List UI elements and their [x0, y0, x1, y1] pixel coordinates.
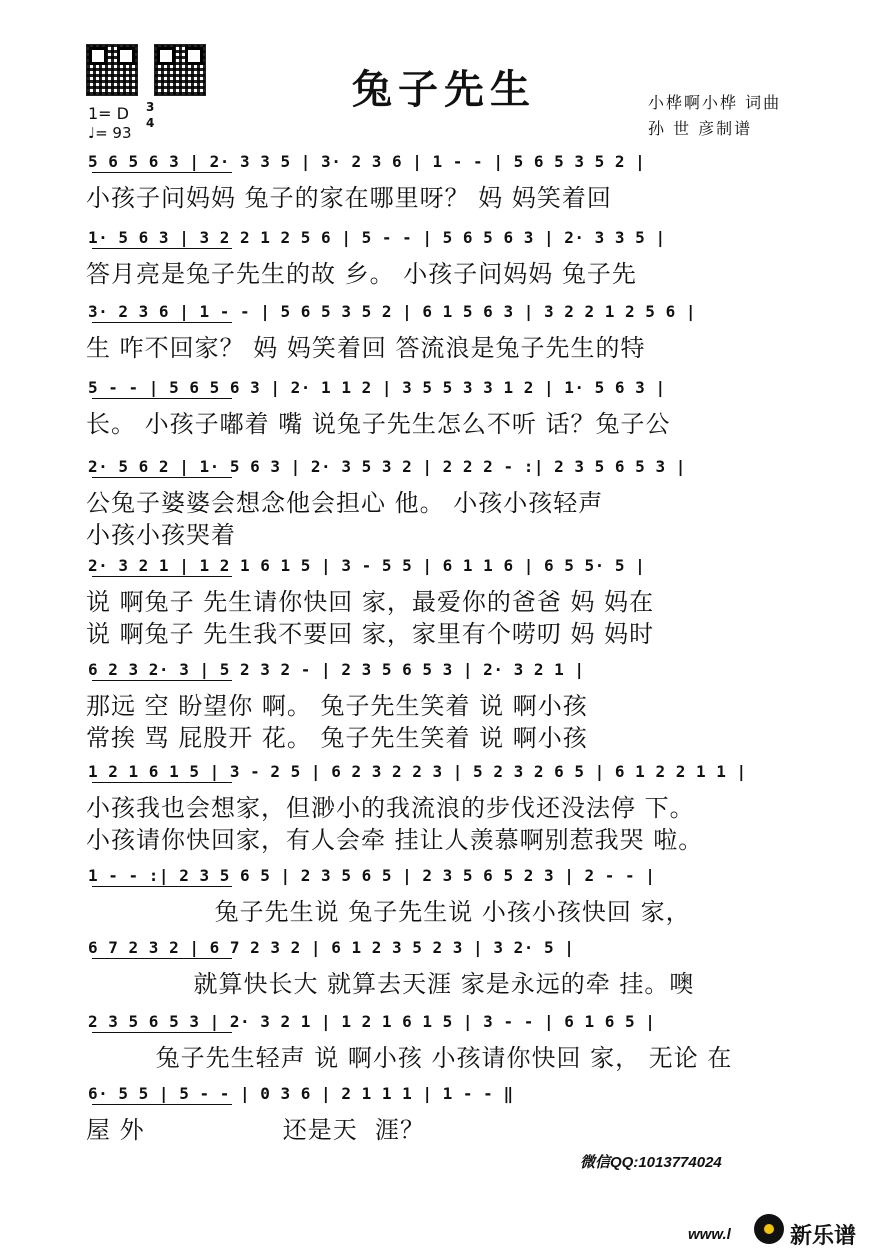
site-url: www.l	[688, 1226, 731, 1243]
lyric-line: 屋 外 还是天 涯？	[86, 1116, 425, 1144]
lyric-line: 生 咋不回家？ 妈 妈笑着回 答流浪是兔子先生的特	[86, 334, 646, 362]
beam-line	[92, 782, 232, 783]
time-signature-top: 3	[146, 100, 155, 114]
lyric-line: 小孩请你快回家，有人会牵 挂让人羡慕啊别惹我哭 啦。	[86, 826, 704, 854]
arranger-credit: 孙 世 彦制谱	[648, 119, 753, 138]
notation-line: 1· 5 6 3 | 3 2 2 1 2 5 6 | 5 - - | 5 6 5 6 3 | 2· 3 3 5 |	[88, 228, 666, 247]
lyric-line: 说 啊兔子 先生我不要回 家，家里有个唠叨 妈 妈时	[86, 620, 655, 648]
time-signature-bottom: 4	[146, 116, 155, 130]
notation-line: 1 - - :| 2 3 5 6 5 | 2 3 5 6 5 | 2 3 5 6 5 2 3 | 2 - - |	[88, 866, 656, 885]
lyric-line: 常挨 骂 屁股开 花。 兔子先生笑着 说 啊小孩	[86, 724, 588, 752]
page-title: 兔子先生	[352, 67, 536, 113]
notation-line: 2· 3 2 1 | 1 2 1 6 1 5 | 3 - 5 5 | 6 1 1 6 | 6 5 5· 5 |	[88, 556, 646, 575]
beam-line	[92, 398, 232, 399]
beam-line	[92, 958, 232, 959]
beam-line	[92, 172, 232, 173]
brand-name: 新乐谱	[790, 1224, 857, 1249]
beam-line	[92, 680, 232, 681]
lyric-line: 公兔子婆婆会想念他会担心 他。 小孩小孩轻声	[86, 489, 604, 517]
lyric-line: 就算快长大 就算去天涯 家是永远的牵 挂。噢	[193, 970, 695, 998]
lyric-line: 答月亮是兔子先生的故 乡。 小孩子问妈妈 兔子先	[86, 260, 637, 288]
vinyl-record-icon	[754, 1214, 784, 1244]
lyric-line: 长。 小孩子嘟着 嘴 说兔子先生怎么不听 话？兔子公	[86, 410, 671, 438]
key-signature: 1= D	[88, 104, 129, 123]
lyric-line: 兔子先生轻声 说 啊小孩 小孩请你快回 家， 无论 在	[155, 1044, 733, 1072]
notation-line: 6 7 2 3 2 | 6 7 2 3 2 | 6 1 2 3 5 2 3 | 3 2· 5 |	[88, 938, 575, 957]
notation-line: 2 3 5 6 5 3 | 2· 3 2 1 | 1 2 1 6 1 5 | 3 - - | 6 1 6 5 |	[88, 1012, 656, 1031]
lyric-line: 兔子先生说 兔子先生说 小孩小孩快回 家，	[197, 898, 691, 926]
lyric-line: 小孩小孩哭着	[86, 521, 236, 549]
beam-line	[92, 248, 232, 249]
lyric-line: 小孩我也会想家，但渺小的我流浪的步伐还没法停 下。	[86, 794, 695, 822]
beam-line	[92, 886, 232, 887]
notation-line: 6· 5 5 | 5 - - | 0 3 6 | 2 1 1 1 | 1 - - ‖	[88, 1084, 514, 1103]
lyric-line: 小孩子问妈妈 兔子的家在哪里呀？ 妈 妈笑着回	[86, 184, 612, 212]
notation-line: 3· 2 3 6 | 1 - - | 5 6 5 3 5 2 | 6 1 5 6 3 | 3 2 2 1 2 5 6 |	[88, 302, 696, 321]
beam-line	[92, 1032, 232, 1033]
tempo-marking: ♩= 93	[88, 124, 132, 142]
notation-line: 2· 5 6 2 | 1· 5 6 3 | 2· 3 5 3 2 | 2 2 2 - :| 2 3 5 6 5 3 |	[88, 457, 686, 476]
notation-line: 5 - - | 5 6 5 6 3 | 2· 1 1 2 | 3 5 5 3 3 1 2 | 1· 5 6 3 |	[88, 378, 666, 397]
notation-line: 6 2 3 2· 3 | 5 2 3 2 - | 2 3 5 6 5 3 | 2· 3 2 1 |	[88, 660, 585, 679]
contact-info: 微信QQ:1013774024	[580, 1154, 722, 1171]
lyric-line: 那远 空 盼望你 啊。 兔子先生笑着 说 啊小孩	[86, 692, 588, 720]
beam-line	[92, 322, 232, 323]
beam-line	[92, 576, 232, 577]
beam-line	[92, 1104, 232, 1105]
notation-line: 5 6 5 6 3 | 2· 3 3 5 | 3· 2 3 6 | 1 - - | 5 6 5 3 5 2 |	[88, 152, 646, 171]
lyricist-credit: 小桦啊小桦 词曲	[648, 93, 782, 112]
beam-line	[92, 477, 232, 478]
lyric-line: 说 啊兔子 先生请你快回 家，最爱你的爸爸 妈 妈在	[86, 588, 655, 616]
notation-line: 1 2 1 6 1 5 | 3 - 2 5 | 6 2 3 2 2 3 | 5 2 3 2 6 5 | 6 1 2 2 1 1 |	[88, 762, 747, 781]
